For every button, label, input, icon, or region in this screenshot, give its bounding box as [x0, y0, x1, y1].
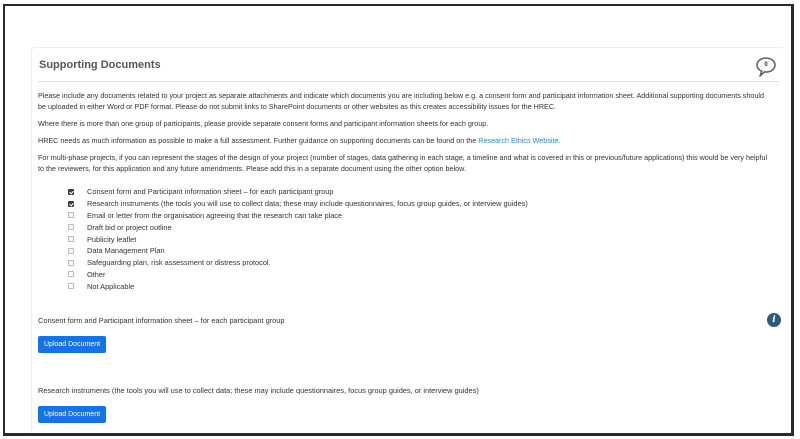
research-instruments-upload-label: Research instruments (the tools you will use to collect data; these may include questionnaires, focus group guides, or interview guides): [38, 386, 479, 396]
checklist-item-consent-form[interactable]: [68, 186, 785, 198]
checklist-label: Draft bid or project outline: [87, 222, 172, 232]
checkbox-unchecked[interactable]: [68, 283, 74, 289]
checkbox-unchecked[interactable]: [68, 224, 74, 230]
checkbox-unchecked[interactable]: [68, 271, 74, 277]
checklist-item-other[interactable]: [68, 269, 785, 281]
intro-paragraph-3-text: HREC needs as much information as possible to make a full assessment. Further guidance on supporting documents can be found on the: [38, 136, 479, 145]
intro-paragraph-3-end: .: [558, 136, 561, 145]
checklist-label: Safeguarding plan, risk assessment or distress protocol.: [87, 258, 271, 268]
intro-paragraph-2: Where there is more than one group of participants, please provide separate consent forms and participant information sheets for each group.: [38, 119, 489, 128]
checklist-label: Data Management Plan: [87, 246, 165, 256]
upload-consent-form-button[interactable]: Upload Document: [38, 336, 106, 353]
intro-paragraph-4: For multi-phase projects, if you can represent the stages of the design of your project (number of stages, data gathering in each stage, a timeline and what is covered in this or previous/future applications) this would be very helpful to the reviewers, for this application and any future amendments. Please add this in a separate document using the other option below.: [38, 153, 768, 173]
checklist-label: Research instruments (the tools you will use to collect data; these may include questionnaires, focus group guides, or interview guides): [87, 199, 528, 209]
info-icon[interactable]: i: [767, 313, 781, 327]
checklist-item-draft-bid[interactable]: [68, 221, 785, 233]
consent-form-upload-label: Consent form and Participant information sheet – for each participant group: [38, 316, 285, 326]
checkbox-unchecked[interactable]: [68, 212, 74, 218]
checkbox-unchecked[interactable]: [68, 260, 74, 266]
checklist-item-data-management-plan[interactable]: [68, 245, 785, 257]
screenshot-frame: [3, 4, 794, 436]
checkbox-unchecked[interactable]: [68, 248, 74, 254]
supporting-documents-card: [31, 47, 785, 436]
intro-paragraph-3: [38, 135, 768, 146]
checkbox-checked[interactable]: [68, 189, 74, 195]
checklist-item-organisation-letter[interactable]: [68, 210, 785, 222]
checklist-label: Consent form and Participant information sheet – for each participant group: [87, 187, 334, 197]
checklist-item-publicity-leaflet[interactable]: [68, 233, 785, 245]
checklist-label: Other: [87, 269, 106, 279]
research-ethics-website-link[interactable]: Research Ethics Website: [478, 136, 559, 145]
checklist-item-research-instruments[interactable]: [68, 198, 785, 210]
intro-paragraph-1: Please include any documents related to your project as separate attachments and indicate which documents you are including below e.g. a consent form and participant information sheet. Additional supporting documents should be uploaded in either Word or PDF format. Please do not submit links to SharePoint documents or other websites as this creates accessibility issues for the HREC.: [38, 91, 764, 111]
comment-count: 0: [764, 62, 768, 68]
consent-form-upload-section: [38, 316, 785, 353]
card-header: [38, 48, 779, 82]
research-instruments-upload-section: [38, 386, 785, 423]
checklist-item-safeguarding-plan[interactable]: [68, 257, 785, 269]
checklist-label: Not Applicable: [87, 281, 135, 291]
section-title: Supporting Documents: [39, 59, 161, 71]
checklist-item-not-applicable[interactable]: [68, 280, 785, 292]
checkbox-unchecked[interactable]: [68, 236, 74, 242]
checklist-label: Email or letter from the organisation agreeing that the research can take place: [87, 210, 343, 220]
checkbox-checked[interactable]: [68, 201, 74, 207]
comment-button[interactable]: [755, 56, 777, 78]
upload-research-instruments-button[interactable]: Upload Document: [38, 406, 106, 423]
checklist-label: Publicity leaflet: [87, 234, 137, 244]
card-body: [32, 90, 785, 423]
document-type-checklist: [68, 186, 785, 292]
